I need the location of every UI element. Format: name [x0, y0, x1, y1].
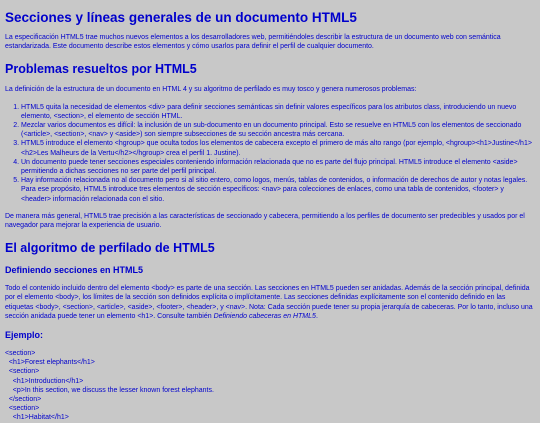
code-line: <section> — [5, 350, 36, 358]
headings-reference-link[interactable]: Definiendo cabeceras en HTML5 — [213, 312, 316, 320]
problems-closing: De manera más general, HTML5 trae precisión a las características de seccionado y cabecera, permitiendo a los perfiles de documento ser predecibles y usados por el navegador para mejorar la experiencia de usuario. — [5, 212, 525, 230]
list-item: 3. HTML5 introduce el elemento <hgroup> que oculta todos los elementos de cabecera excepto el primero de más alto rango (por ejemplo, <hgroup><h1>Justine</h1><h2>Les Malheurs de la Vertu</h2></hgroup> crea el perfil 1. Justine). — [21, 139, 535, 157]
intro-paragraph: La especificación HTML5 trae muchos nuevos elementos a los desarrolladores web, permitiéndoles describir la estructura de un documento web con semántica estandarizada. Este documento describe estos elementos y cómo usarlos para definir el perfil de cualquier documento. — [5, 34, 501, 51]
list-item: 2. Mezclar varios documentos es difícil: la inclusión de un sub-documento en un documento principal. Esto se resuelve en HTML5 con los elementos de seccionado (<article>, <section>, <nav> y <aside>) son siempre subsecciones de su sección ancestra más cercana. — [21, 121, 535, 139]
sections-paragraph-text: Todo el contenido incluido dentro del elemento <body> es parte de una sección. Las secciones en HTML5 pueden ser anidadas. Además de la sección principal, definida por el elemento <body>, los límites de la sección son definidos explícita o implícitamente. Las secciones definidas explícitamente son el contenido definido en las etiquetas <body>, <section>, <article>, <aside>, <footer>, <header>, y <nav>. Nota: Cada sección puede tener su propia jerarquía de cabeceras. Por lo tanto, incluso una sección anidada puede tener un elemento <h1>. Consulte también — [5, 285, 533, 320]
page-title: Secciones y líneas generales de un documento HTML5 — [5, 10, 357, 25]
list-item: 5. Hay información relacionada no al documento pero si al sitio entero, como logos, menús, tablas de contenidos, o información de derechos de autor y notas legales. Para ese propósito, HTML5 introduce tres elementos de sección específicos: <nav> para colecciones de enlaces, como una tabla de contenidos, <footer> y <header> información relacionada con el sitio. — [21, 176, 535, 204]
sections-paragraph-end: . — [315, 312, 318, 320]
code-line: <h1>Forest elephants</h1> — [5, 359, 95, 367]
code-line: <section> — [5, 368, 40, 376]
problems-heading: Problemas resueltos por HTML5 — [5, 62, 197, 77]
list-item: 4. Un documento puede tener secciones especiales conteniendo información relacionada que no es parte del flujo principal. HTML5 introduce el elemento <aside> permitiendo a dichas secciones no ser parte del perfil principal. — [21, 158, 535, 176]
problems-lead: La definición de la estructura de un documento en HTML 4 y su algoritmo de perfilado es muy tosco y genera numerosos problemas: — [5, 86, 417, 94]
code-line: <p>In this section, we discuss the lesser known forest elephants. — [5, 386, 214, 394]
algorithm-heading: El algoritmo de perfilado de HTML5 — [5, 241, 215, 256]
code-example — [5, 349, 535, 423]
example-label: Ejemplo: — [5, 330, 44, 341]
problems-list — [5, 103, 535, 204]
code-line: <section> — [5, 405, 40, 413]
code-line: <h1>Habitat</h1> — [5, 414, 69, 422]
sections-subheading: Definiendo secciones en HTML5 — [5, 265, 144, 276]
sections-paragraph — [5, 284, 535, 321]
list-item: 1. HTML5 quita la necesidad de elementos <div> para definir secciones semánticas sin definir valores específicos para los atributos class, introduciendo un nuevo elemento, <section>, el elemento de sección HTML. — [21, 103, 535, 121]
code-line: <h1>Introduction</h1> — [5, 377, 84, 385]
code-line: </section> — [5, 396, 42, 404]
